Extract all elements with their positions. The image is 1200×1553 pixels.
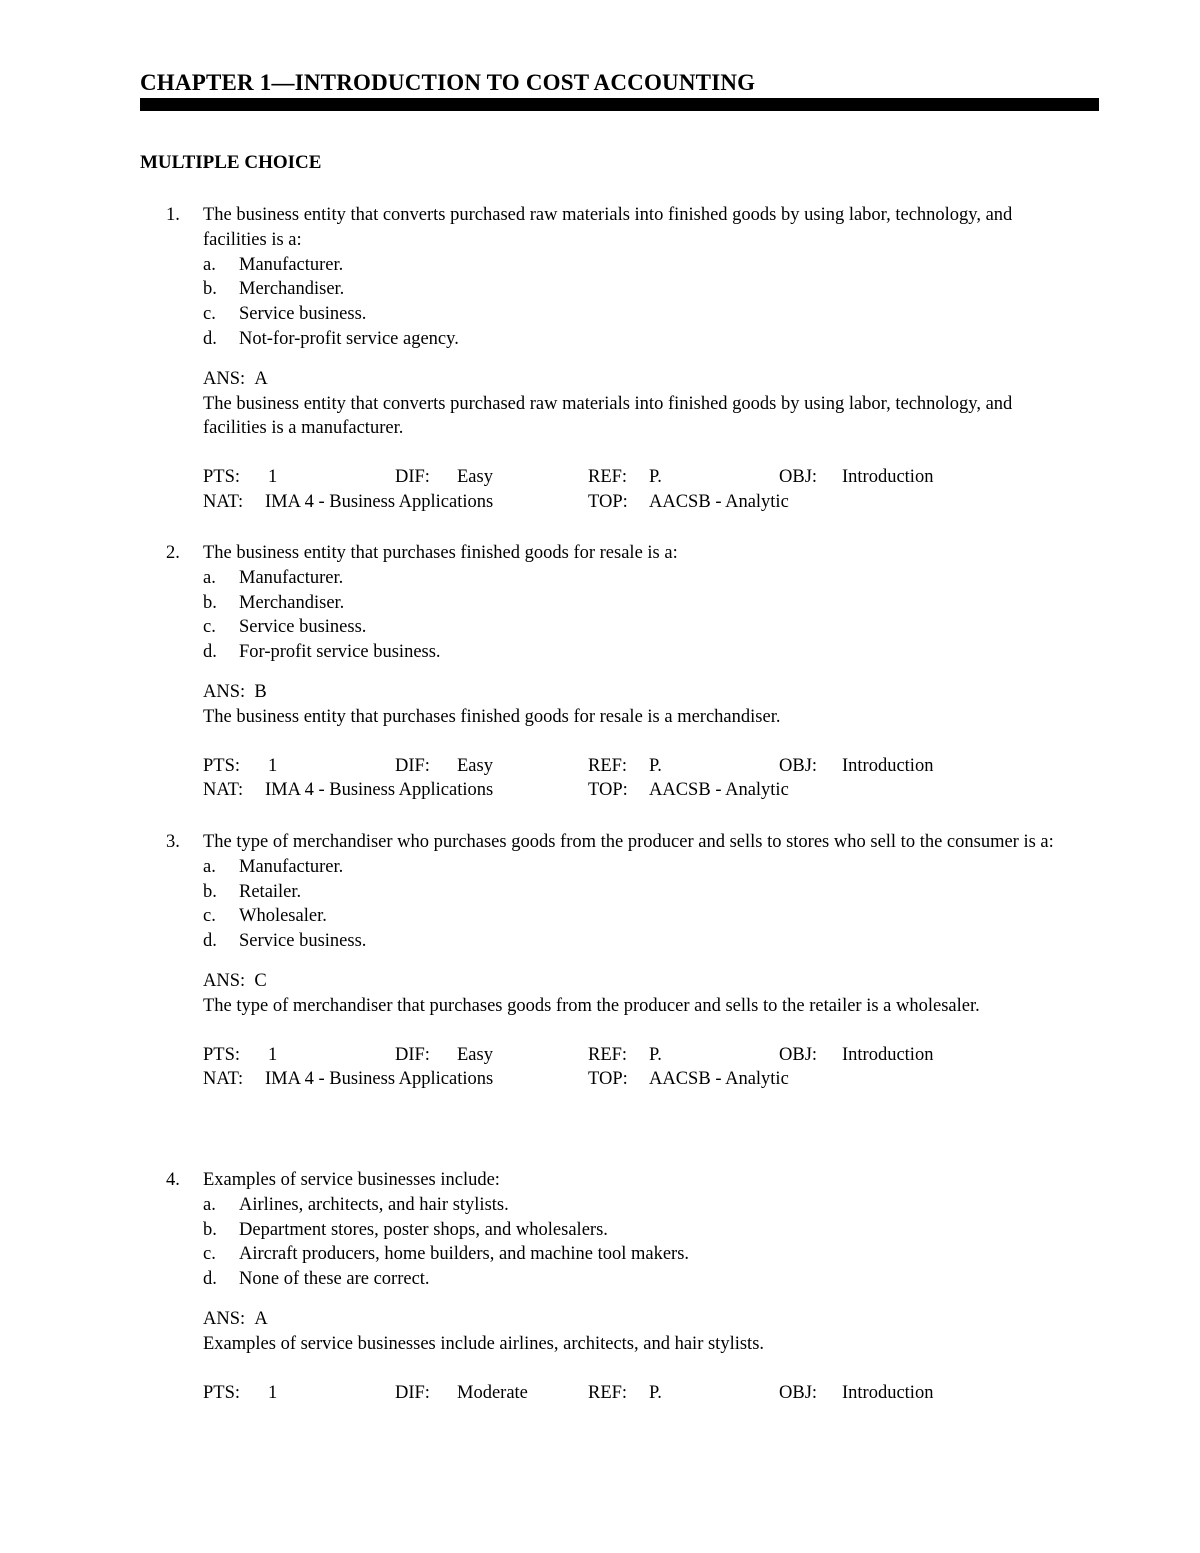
- pts-label: PTS:: [203, 467, 241, 488]
- nat-label: NAT:: [203, 491, 244, 512]
- option-c: [203, 904, 1073, 929]
- option-text: Not-for-profit service agency.: [239, 328, 459, 349]
- option-letter: d.: [203, 931, 217, 952]
- option-b: [203, 1218, 1073, 1243]
- option-letter: d.: [203, 328, 217, 349]
- option-c: [203, 1242, 1073, 1267]
- option-letter: a.: [203, 1194, 216, 1215]
- nat-value: IMA 4 - Business Applications: [265, 491, 494, 512]
- option-d: [203, 1267, 1073, 1292]
- answer-explanation: The type of merchandiser that purchases goods from the producer and sells to the retailer is a wholesaler.: [203, 995, 980, 1016]
- question-number: 2.: [166, 543, 180, 563]
- option-d: [203, 929, 1073, 954]
- option-text: None of these are correct.: [239, 1269, 430, 1290]
- dif-label: DIF:: [395, 1382, 430, 1403]
- option-letter: b.: [203, 1219, 217, 1240]
- nat-value: IMA 4 - Business Applications: [265, 780, 494, 801]
- option-letter: c.: [203, 906, 216, 927]
- obj-value: Introduction: [842, 467, 934, 488]
- option-text: Merchandiser.: [239, 279, 345, 300]
- question-metadata: [203, 465, 1073, 515]
- ref-label: REF:: [588, 755, 628, 776]
- pts-label: PTS:: [203, 755, 241, 776]
- nat-label: NAT:: [203, 780, 244, 801]
- ans-label: ANS:: [203, 970, 246, 991]
- top-value: AACSB - Analytic: [649, 780, 789, 801]
- option-text: Department stores, poster shops, and wholesalers.: [239, 1219, 608, 1240]
- top-value: AACSB - Analytic: [649, 491, 789, 512]
- option-text: Airlines, architects, and hair stylists.: [239, 1194, 509, 1215]
- option-text: Service business.: [239, 931, 367, 952]
- option-a: [203, 1193, 1073, 1218]
- question-number: 1.: [166, 205, 180, 225]
- option-letter: a.: [203, 856, 216, 877]
- ans-label: ANS:: [203, 1308, 246, 1329]
- option-text: Manufacturer.: [239, 567, 344, 588]
- option-text: Retailer.: [239, 881, 302, 902]
- section-heading: MULTIPLE CHOICE: [140, 152, 322, 173]
- option-b: [203, 880, 1073, 905]
- option-letter: d.: [203, 642, 217, 663]
- answer-explanation: The business entity that converts purchased raw materials into finished goods by using labor, technology, and facilities is a manufacturer.: [203, 393, 1013, 439]
- dif-label: DIF:: [395, 467, 430, 488]
- option-letter: b.: [203, 592, 217, 613]
- ref-label: REF:: [588, 1382, 628, 1403]
- answer-line: [203, 367, 1073, 392]
- option-text: Wholesaler.: [239, 906, 327, 927]
- pts-label: PTS:: [203, 1044, 241, 1065]
- obj-value: Introduction: [842, 1382, 934, 1403]
- answer-explanation: Examples of service businesses include airlines, architects, and hair stylists.: [203, 1333, 765, 1354]
- option-d: [203, 640, 1073, 665]
- option-letter: d.: [203, 1269, 217, 1290]
- title-rule: [140, 98, 1099, 111]
- question-stem: The business entity that purchases finished goods for resale is a:: [203, 543, 678, 563]
- pts-value: 1: [268, 1382, 278, 1403]
- ans-label: ANS:: [203, 681, 246, 702]
- ref-value: P.: [649, 467, 662, 488]
- nat-value: IMA 4 - Business Applications: [265, 1069, 494, 1090]
- ref-value: P.: [649, 1044, 662, 1065]
- question-number: 3.: [166, 832, 180, 852]
- answer-value: A: [254, 368, 268, 389]
- ref-value: P.: [649, 755, 662, 776]
- option-text: Service business.: [239, 617, 367, 638]
- top-value: AACSB - Analytic: [649, 1069, 789, 1090]
- option-b: [203, 277, 1073, 302]
- answer-value: C: [254, 970, 267, 991]
- answer-explanation: The business entity that purchases finished goods for resale is a merchandiser.: [203, 706, 781, 727]
- question-number: 4.: [166, 1170, 180, 1190]
- ref-value: P.: [649, 1382, 662, 1403]
- pts-value: 1: [268, 467, 278, 488]
- question-stem: The type of merchandiser who purchases goods from the producer and sells to stores who sell to the consumer is a:: [203, 832, 1054, 852]
- pts-label: PTS:: [203, 1382, 241, 1403]
- option-a: [203, 855, 1073, 880]
- option-text: Service business.: [239, 304, 367, 325]
- question-metadata: [203, 1043, 1073, 1093]
- option-c: [203, 302, 1073, 327]
- dif-label: DIF:: [395, 755, 430, 776]
- question-stem: The business entity that converts purchased raw materials into finished goods by using labor, technology, and facilities is a:: [203, 205, 1013, 250]
- ans-label: ANS:: [203, 368, 246, 389]
- option-letter: c.: [203, 617, 216, 638]
- dif-value: Easy: [457, 755, 493, 776]
- question-metadata: [203, 1381, 1073, 1431]
- option-letter: b.: [203, 881, 217, 902]
- dif-label: DIF:: [395, 1044, 430, 1065]
- option-text: For-profit service business.: [239, 642, 441, 663]
- obj-value: Introduction: [842, 1044, 934, 1065]
- chapter-title: CHAPTER 1—INTRODUCTION TO COST ACCOUNTING: [140, 70, 756, 95]
- dif-value: Easy: [457, 467, 493, 488]
- option-letter: a.: [203, 254, 216, 275]
- option-text: Aircraft producers, home builders, and machine tool makers.: [239, 1244, 690, 1265]
- top-label: TOP:: [588, 1069, 628, 1090]
- answer-value: B: [254, 681, 267, 702]
- pts-value: 1: [268, 1044, 278, 1065]
- obj-label: OBJ:: [779, 467, 818, 488]
- option-text: Manufacturer.: [239, 856, 344, 877]
- option-c: [203, 615, 1073, 640]
- option-letter: c.: [203, 1244, 216, 1265]
- top-label: TOP:: [588, 780, 628, 801]
- ref-label: REF:: [588, 467, 628, 488]
- obj-label: OBJ:: [779, 755, 818, 776]
- question-stem: Examples of service businesses include:: [203, 1170, 500, 1190]
- nat-label: NAT:: [203, 1069, 244, 1090]
- obj-value: Introduction: [842, 755, 934, 776]
- answer-line: [203, 680, 1073, 705]
- ref-label: REF:: [588, 1044, 628, 1065]
- dif-value: Moderate: [457, 1382, 528, 1403]
- option-letter: b.: [203, 279, 217, 300]
- obj-label: OBJ:: [779, 1044, 818, 1065]
- answer-line: [203, 1307, 1073, 1332]
- top-label: TOP:: [588, 491, 628, 512]
- question-metadata: [203, 754, 1073, 804]
- option-text: Manufacturer.: [239, 254, 344, 275]
- option-a: [203, 253, 1073, 278]
- answer-line: [203, 969, 1073, 994]
- dif-value: Easy: [457, 1044, 493, 1065]
- option-a: [203, 566, 1073, 591]
- option-letter: c.: [203, 304, 216, 325]
- option-d: [203, 327, 1073, 352]
- answer-value: A: [254, 1308, 268, 1329]
- option-b: [203, 591, 1073, 616]
- option-letter: a.: [203, 567, 216, 588]
- option-text: Merchandiser.: [239, 592, 345, 613]
- pts-value: 1: [268, 755, 278, 776]
- obj-label: OBJ:: [779, 1382, 818, 1403]
